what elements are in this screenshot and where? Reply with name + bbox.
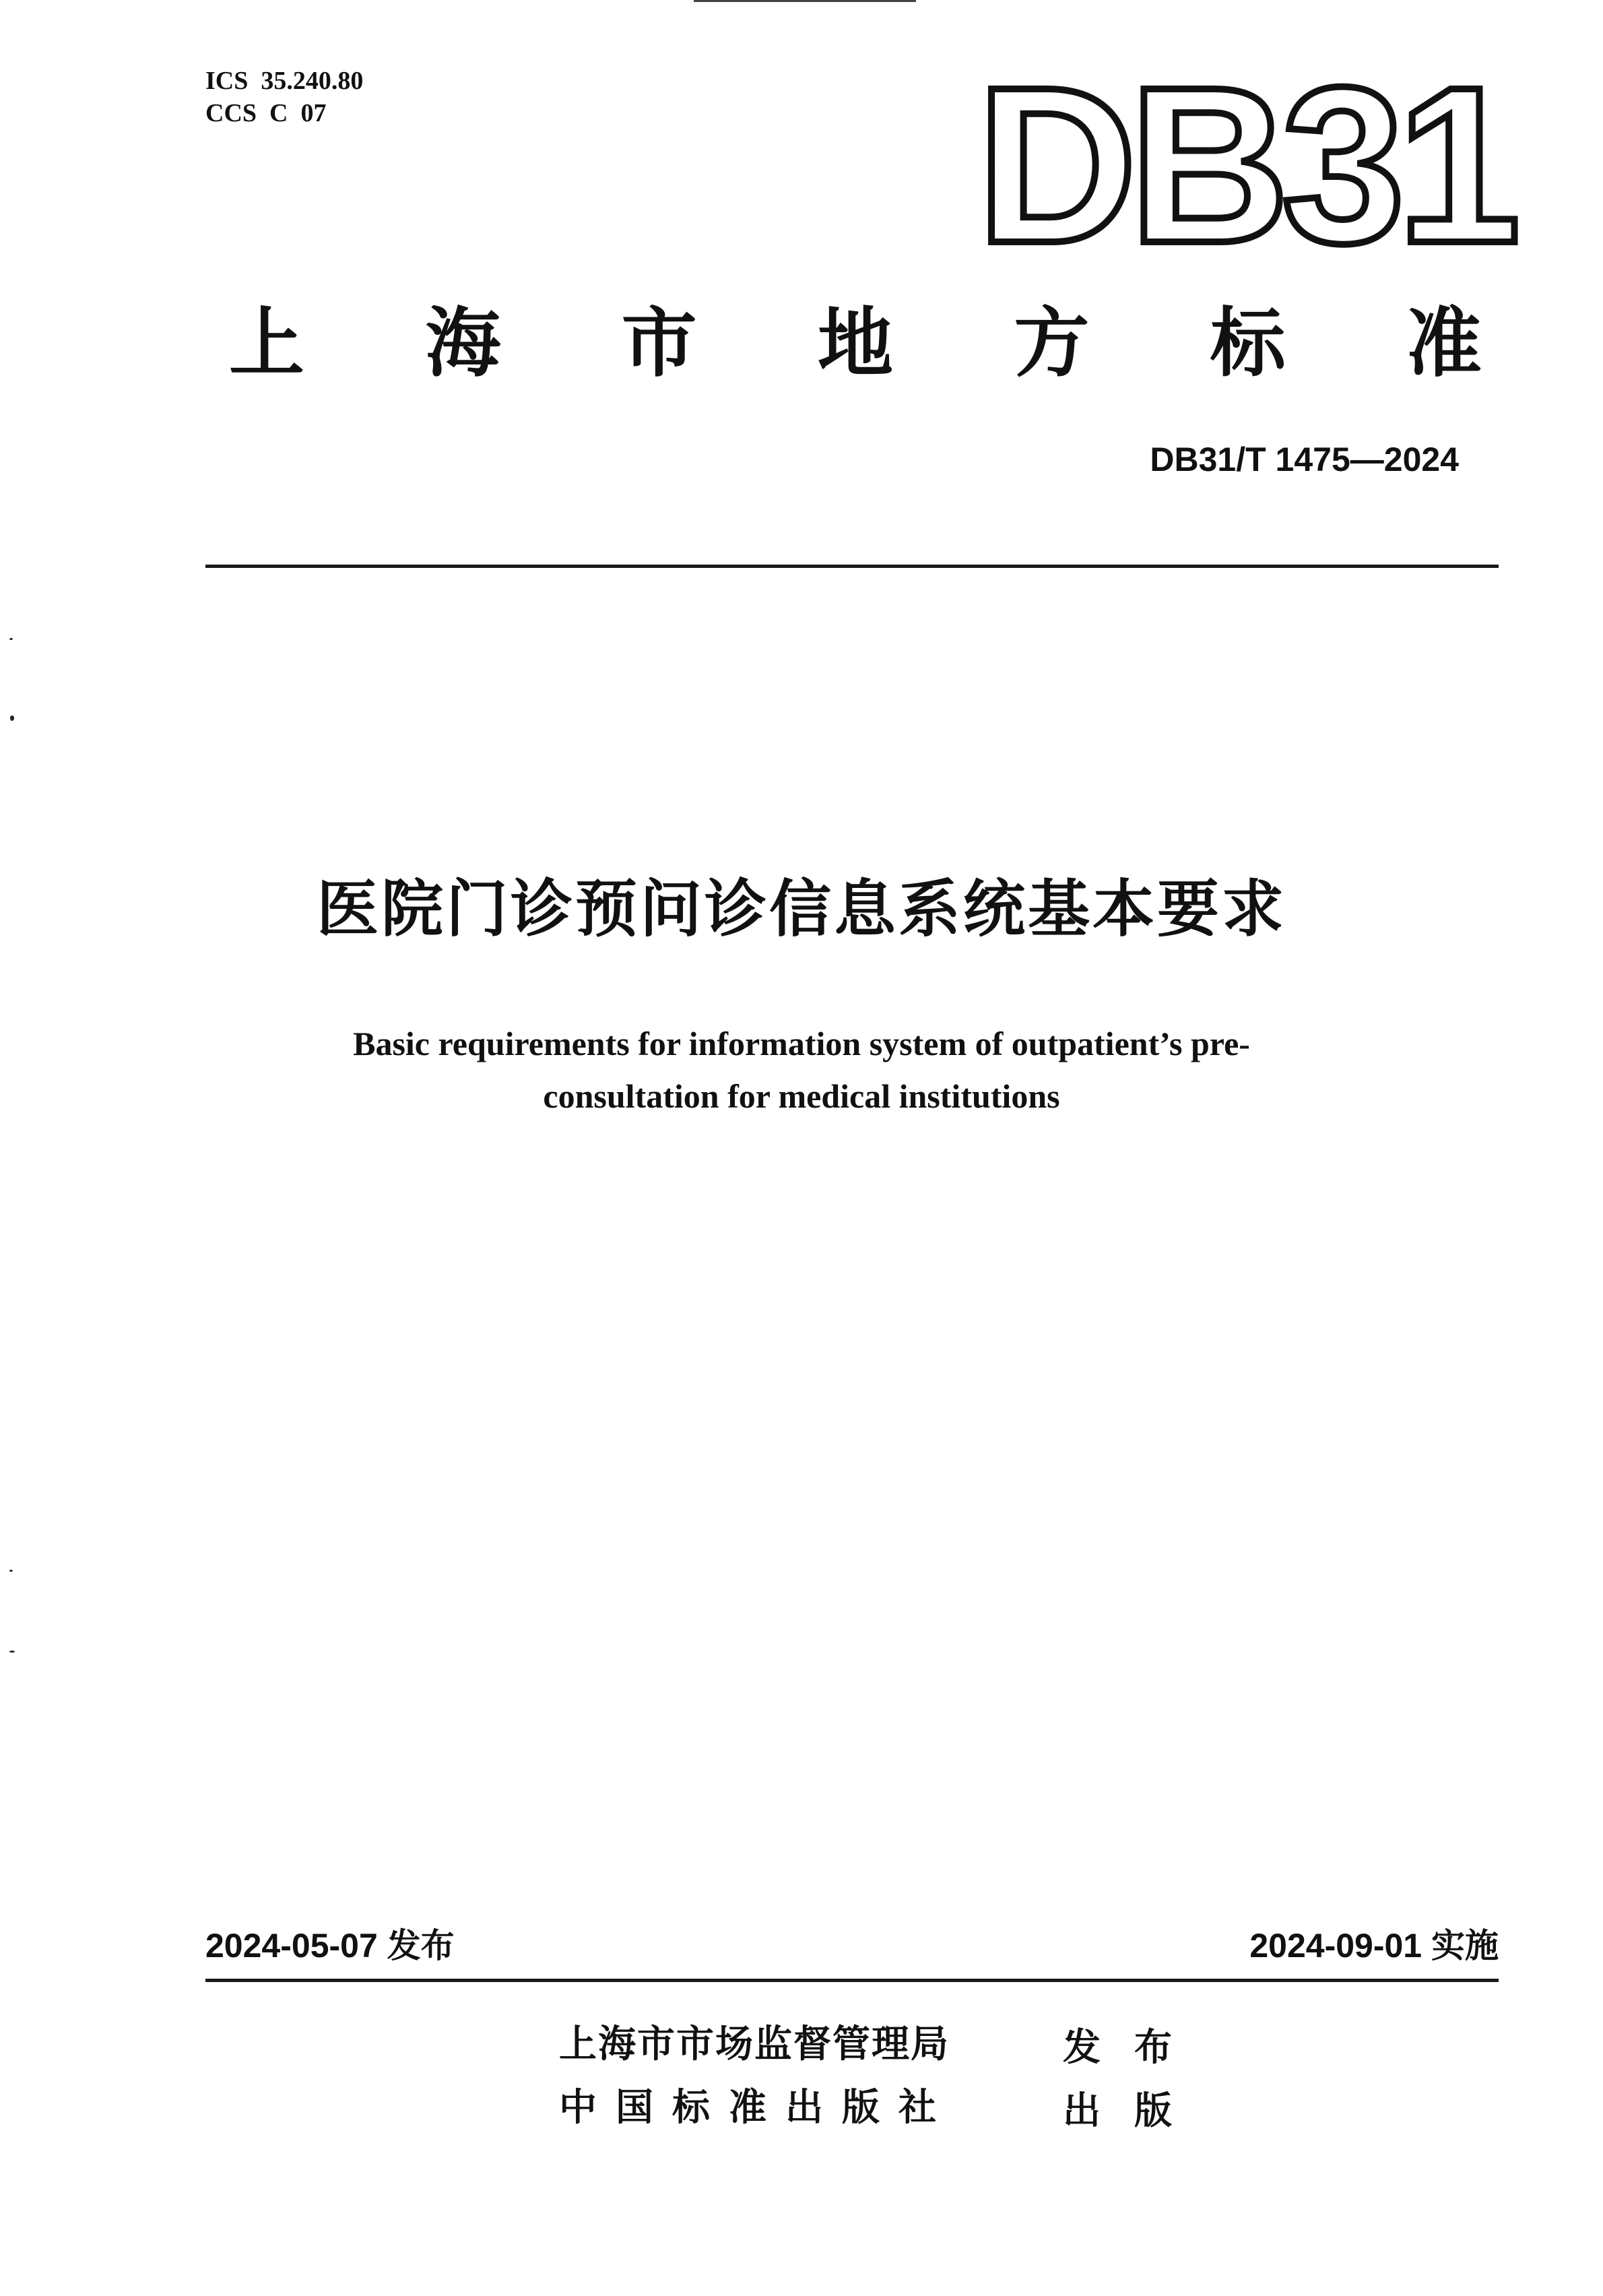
- english-title: [202, 1017, 1401, 1122]
- ccs-code: CCS C 07: [205, 99, 327, 127]
- publishing-role: 出版: [1063, 2089, 1206, 2133]
- db31-logo: DB31: [977, 40, 1513, 289]
- classification-codes: [205, 65, 363, 129]
- ics-code: ICS 35.240.80: [205, 67, 364, 95]
- standard-type-heading: [229, 296, 1482, 391]
- scan-speck: [9, 1570, 13, 1572]
- standard-type-char: 准: [1406, 300, 1482, 387]
- standard-type-char: 标: [1210, 300, 1286, 387]
- standard-type-char: 地: [817, 300, 893, 387]
- issuing-role: 发布: [1063, 2026, 1206, 2070]
- scan-artifact-line: [694, 0, 916, 2]
- header-divider: [205, 565, 1499, 568]
- scan-speck: [9, 638, 13, 640]
- standard-number: DB31/T 1475—2024: [1150, 441, 1459, 478]
- implementation-date: 2024-09-01 实施: [1249, 1927, 1499, 1965]
- footer-divider: [205, 1979, 1499, 1982]
- publishing-house: 中国标准出版社: [559, 2086, 955, 2130]
- scan-speck: [10, 715, 14, 721]
- chinese-title: 医院门诊预问诊信息系统基本要求: [316, 873, 1286, 945]
- standard-type-char: 海: [425, 300, 501, 387]
- english-title-line: consultation for medical institutions: [543, 1077, 1060, 1115]
- issue-date: 2024-05-07 发布: [205, 1927, 455, 1965]
- standard-type-char: 上: [229, 300, 304, 387]
- scan-speck: [9, 1651, 15, 1653]
- standard-type-char: 方: [1014, 300, 1090, 387]
- standard-type-char: 市: [621, 300, 697, 387]
- issuing-authority: 上海市市场监督管理局: [559, 2022, 950, 2066]
- english-title-line: Basic requirements for information system of outpatient’s pre-: [353, 1025, 1250, 1062]
